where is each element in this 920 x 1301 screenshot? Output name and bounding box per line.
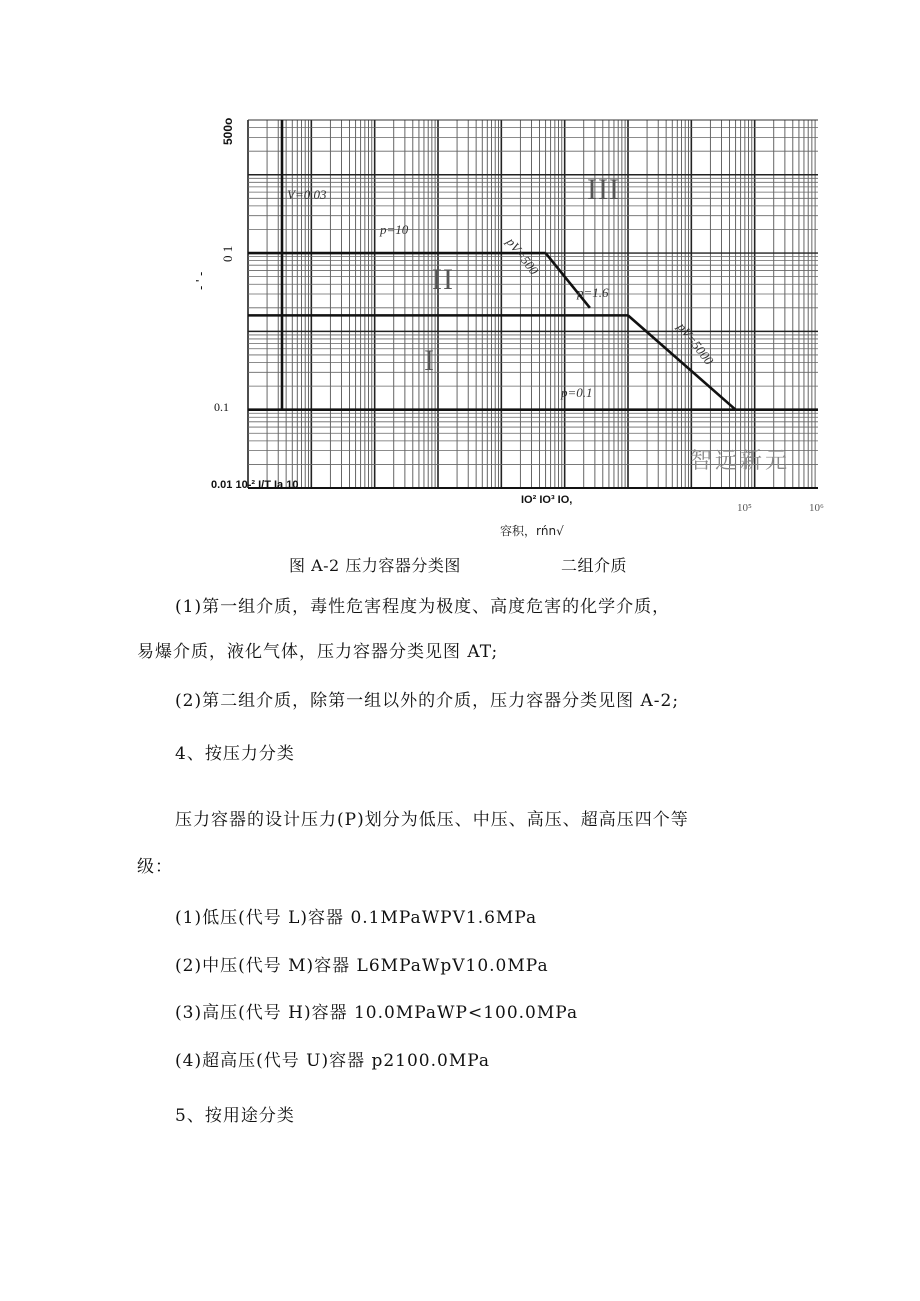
x-tick-label-1e6: 10⁶ bbox=[809, 502, 824, 514]
region-iii-label: III bbox=[587, 173, 620, 206]
x-tick-labels-mid: IO² IO³ IO, bbox=[521, 494, 573, 506]
label-p-1.6: p=1.6 bbox=[577, 285, 609, 300]
figure-caption-group: 二组介质 bbox=[561, 556, 628, 575]
x-axis-label: 容积，rńn√ bbox=[500, 524, 564, 538]
label-pv-500: pV=500 bbox=[503, 234, 542, 278]
label-pv-5000: pV=5000 bbox=[674, 319, 717, 368]
pressure-vessel-classification-chart bbox=[0, 0, 920, 560]
paragraph-1-line-1: (1)第一组介质，毒性危害程度为极度、高度危害的化学介质， bbox=[175, 597, 671, 617]
heading-4: 4、按压力分类 bbox=[175, 744, 295, 764]
paragraph-3-line-2: 级： bbox=[137, 857, 173, 877]
region-i-label: I bbox=[424, 344, 434, 377]
y-tick-label-500: 500o bbox=[221, 117, 235, 145]
watermark: 智远新元 bbox=[690, 449, 791, 474]
label-v-0.03: V=0.03 bbox=[287, 187, 327, 202]
chart-grid bbox=[248, 120, 818, 488]
y-tick-label-1: 0 1 bbox=[220, 245, 235, 262]
list-item-high-pressure: (3)高压(代号 H)容器 10.0MPaWP<100.0MPa bbox=[175, 1003, 579, 1023]
paragraph-1-line-2: 易爆介质，液化气体，压力容器分类见图 AT; bbox=[137, 642, 499, 662]
x-tick-labels-left: 0.01 10-² I/T Ia 10 bbox=[211, 479, 299, 491]
list-item-low-pressure: (1)低压(代号 L)容器 0.1MPaWPV1.6MPa bbox=[175, 908, 538, 928]
heading-5: 5、按用途分类 bbox=[175, 1106, 295, 1126]
paragraph-3-line-1: 压力容器的设计压力(P)划分为低压、中压、高压、超高压四个等 bbox=[175, 810, 689, 830]
y-tick-label-0.1: 0.1 bbox=[214, 400, 229, 414]
figure-caption: 图 A-2 压力容器分类图 bbox=[289, 556, 461, 575]
paragraph-2: (2)第二组介质，除第一组以外的介质，压力容器分类见图 A-2; bbox=[175, 691, 680, 711]
x-tick-label-1e5: 10⁵ bbox=[737, 502, 752, 514]
y-side-label: - ' - bbox=[193, 271, 208, 290]
label-p-0.1: p=0.1 bbox=[561, 385, 593, 400]
region-ii-label: II bbox=[432, 263, 454, 296]
list-item-ultra-high-pressure: (4)超高压(代号 U)容器 p2100.0MPa bbox=[175, 1051, 491, 1071]
label-p-10: p=10 bbox=[380, 222, 409, 237]
list-item-medium-pressure: (2)中压(代号 M)容器 L6MPaWpV10.0MPa bbox=[175, 956, 549, 976]
